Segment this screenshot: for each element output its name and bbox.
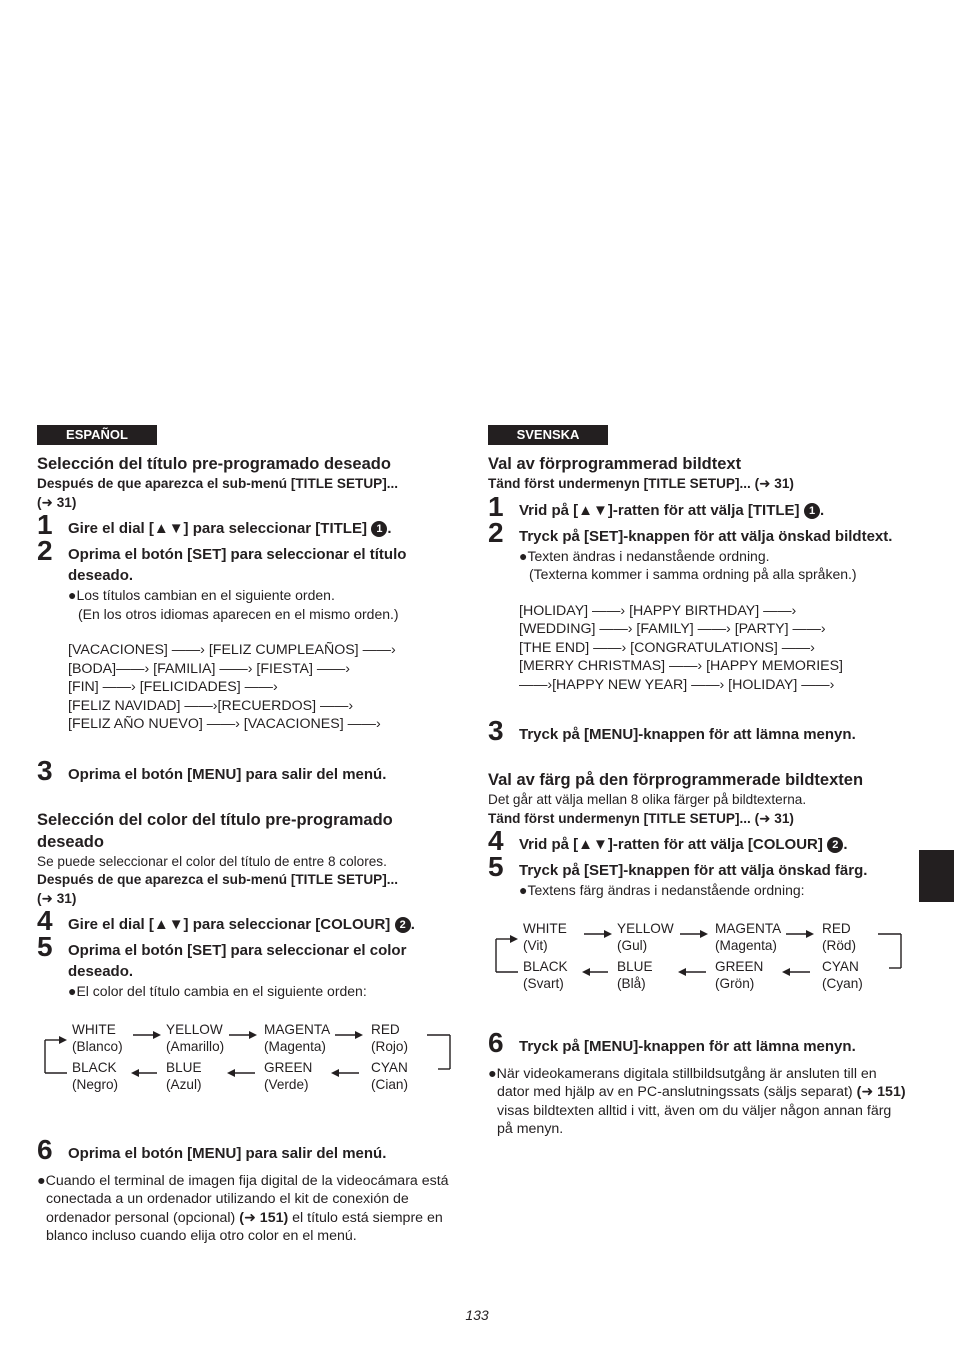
color-label: CYAN (Cyan)	[822, 958, 863, 991]
step-text: Oprima el botón [MENU] para salir del menú.	[68, 1144, 387, 1162]
step-number: 6	[37, 1133, 53, 1165]
step-text: Oprima el botón [SET] para seleccionar el color deseado.	[68, 942, 407, 980]
language-tag: SVENSKA	[488, 425, 608, 445]
step-text: Vrid på [▲▼]-ratten för att välja [COLOUR]	[519, 836, 823, 853]
step-number: 4	[488, 825, 504, 856]
step-number: 3	[37, 754, 53, 786]
color-label: GREEN (Grön)	[715, 958, 764, 991]
page-reference: (➜ 31)	[37, 494, 77, 510]
step-1: 1 Gire el dial [▲▼] para seleccionar [TITLE] 1 .	[37, 509, 392, 540]
footnote: ●Cuando el terminal de imagen fija digital de la videocámara está conectada a un ordenador utilizando el kit de conexión de ordenador personal (opcional) (➜ 151) el título está siempre en blanco incluso cuando elija otro color en el menú.	[37, 1172, 449, 1244]
step-6	[488, 1026, 908, 1058]
color-label: RED (Rojo)	[371, 1021, 409, 1054]
swedish-column	[488, 425, 908, 1139]
step-number: 5	[37, 931, 53, 962]
step-3	[488, 715, 908, 746]
precondition-text: Tänd först undermenyn [TITLE SETUP]... (➜ 31)	[488, 476, 794, 491]
step-4: 4 Gire el dial [▲▼] para seleccionar [COLOUR] 2 .	[37, 905, 415, 936]
color-cycle-arrows-icon	[37, 1013, 457, 1093]
step-text: Oprima el botón [MENU] para salir del menú.	[68, 765, 387, 783]
color-label: CYAN (Cian)	[371, 1059, 409, 1092]
title-sequence	[488, 602, 908, 695]
circled-number-icon: 1	[804, 503, 820, 519]
step-number: 2	[488, 516, 504, 548]
sequence-line: [FELIZ AÑO NUEVO] ——› [VACACIONES] ——›	[68, 716, 381, 732]
sequence-line: [FELIZ NAVIDAD] ——›[RECUERDOS] ——›	[68, 697, 354, 714]
section-heading: Selección del título pre-programado deseado	[37, 455, 391, 473]
color-label: BLUE (Blå)	[617, 958, 653, 991]
color-order-diagram	[488, 912, 908, 992]
color-order-diagram	[37, 1013, 457, 1093]
color-label: BLACK (Svart)	[523, 958, 568, 991]
sequence-line: [VACACIONES] ——› [FELIZ CUMPLEAÑOS] ——›	[68, 642, 396, 658]
step-number: 4	[37, 905, 53, 936]
step-number: 1	[488, 490, 504, 522]
color-label: BLUE (Azul)	[166, 1059, 202, 1092]
step-number: 1	[37, 509, 53, 540]
step-5	[37, 931, 457, 1001]
step-text: Oprima el botón [SET] para seleccionar el título deseado.	[68, 546, 407, 584]
section-thumb-tab	[919, 850, 954, 902]
circled-number-icon: 1	[371, 521, 387, 537]
step-text: Tryck på [MENU]-knappen för att lämna menyn.	[519, 726, 856, 743]
step-2	[488, 516, 908, 584]
spanish-column	[37, 425, 457, 1246]
sequence-line: ——›[HAPPY NEW YEAR] ——› [HOLIDAY] ——›	[519, 676, 835, 693]
section-heading: Val av färg på den förprogrammerade bildtexten	[488, 771, 864, 789]
step-number: 5	[488, 851, 504, 882]
step-6	[37, 1133, 457, 1165]
bullet-text: (En los otros idiomas aparecen en el mismo orden.)	[78, 605, 399, 622]
color-label: YELLOW (Amarillo)	[166, 1021, 225, 1054]
page-reference: (➜ 31)	[37, 890, 77, 906]
step-text: Tryck på [SET]-knappen för att välja önskad bildtext.	[519, 527, 893, 545]
bullet-text: ●Textens färg ändras i nedanstående ordning:	[519, 882, 805, 898]
step-text: Tryck på [MENU]-knappen för att lämna menyn.	[519, 1037, 856, 1055]
precondition-text: Después de que aparezca el sub-menú [TITLE SETUP]...	[37, 872, 399, 887]
title-sequence	[37, 641, 457, 734]
intro-text: Se puede seleccionar el color del título de entre 8 colores.	[37, 853, 387, 869]
sequence-line: [HOLIDAY] ——› [HAPPY BIRTHDAY] ——›	[519, 602, 797, 619]
bullet-text: ●Los títulos cambian en el siguiente orden.	[68, 587, 335, 603]
step-5	[488, 851, 908, 900]
language-tag: ESPAÑOL	[37, 425, 157, 445]
step-4: 4 Vrid på [▲▼]-ratten för att välja [COLOUR] 2 .	[488, 825, 848, 856]
intro-text: Det går att välja mellan 8 olika färger på bildtexterna.	[488, 792, 807, 807]
step-number: 2	[37, 535, 53, 566]
step-text: Tryck på [SET]-knappen för att välja önskad färg.	[519, 862, 868, 879]
bullet-text: ●El color del título cambia en el siguiente orden:	[68, 983, 367, 999]
color-label: WHITE (Blanco)	[72, 1021, 123, 1054]
color-label: MAGENTA (Magenta)	[715, 920, 782, 953]
sequence-line: [MERRY CHRISTMAS] ——› [HAPPY MEMORIES]	[519, 658, 843, 674]
color-label: MAGENTA (Magenta)	[264, 1021, 331, 1054]
sequence-line: [THE END] ——› [CONGRATULATIONS] ——›	[519, 639, 815, 656]
step-3	[37, 754, 457, 786]
color-label: YELLOW (Gul)	[617, 920, 674, 953]
step-text: Vrid på [▲▼]-ratten för att välja [TITLE]	[519, 501, 800, 519]
step-1: 1 Vrid på [▲▼]-ratten för att välja [TITLE] 1 .	[488, 490, 825, 522]
precondition-text: Tänd först undermenyn [TITLE SETUP]... (➜ 31)	[488, 810, 794, 826]
step-text: Gire el dial [▲▼] para seleccionar [TITLE]	[68, 520, 367, 537]
color-label: RED (Röd)	[822, 920, 856, 953]
sequence-line: [BODA]——› [FAMILIA] ——› [FIESTA] ——›	[68, 660, 350, 677]
color-label: GREEN (Verde)	[264, 1059, 313, 1092]
section-heading: Selección del color del título pre-programado deseado	[37, 810, 393, 851]
bullet-text: (Texterna kommer i samma ordning på alla språken.)	[529, 566, 857, 582]
step-number: 3	[488, 715, 504, 746]
step-number: 6	[488, 1026, 504, 1058]
color-label: WHITE (Vit)	[523, 920, 567, 953]
step-text: Gire el dial [▲▼] para seleccionar [COLOUR]	[68, 916, 391, 933]
circled-number-icon: 2	[827, 837, 843, 853]
footnote: ●När videokamerans digitala stillbildsutgång är ansluten till en dator med hjälp av en PC-anslutningssats (säljs separat) (➜ 151) visas bildtexten alltid i vitt, även om du väljer någon annan färg på menyn.	[488, 1065, 906, 1137]
circled-number-icon: 2	[395, 917, 411, 933]
color-label: BLACK (Negro)	[72, 1059, 119, 1092]
step-2	[37, 535, 457, 623]
section-heading: Val av förprogrammerad bildtext	[488, 455, 742, 473]
bullet-text: ●Texten ändras i nedanstående ordning.	[519, 547, 770, 564]
page-number: 133	[465, 1307, 489, 1323]
sequence-line: [WEDDING] ——› [FAMILY] ——› [PARTY] ——›	[519, 621, 826, 637]
precondition-text: Después de que aparezca el sub-menú [TITLE SETUP]...	[37, 476, 399, 491]
sequence-line: [FIN] ——› [FELICIDADES] ——›	[68, 679, 278, 695]
color-cycle-arrows-icon	[488, 912, 908, 992]
